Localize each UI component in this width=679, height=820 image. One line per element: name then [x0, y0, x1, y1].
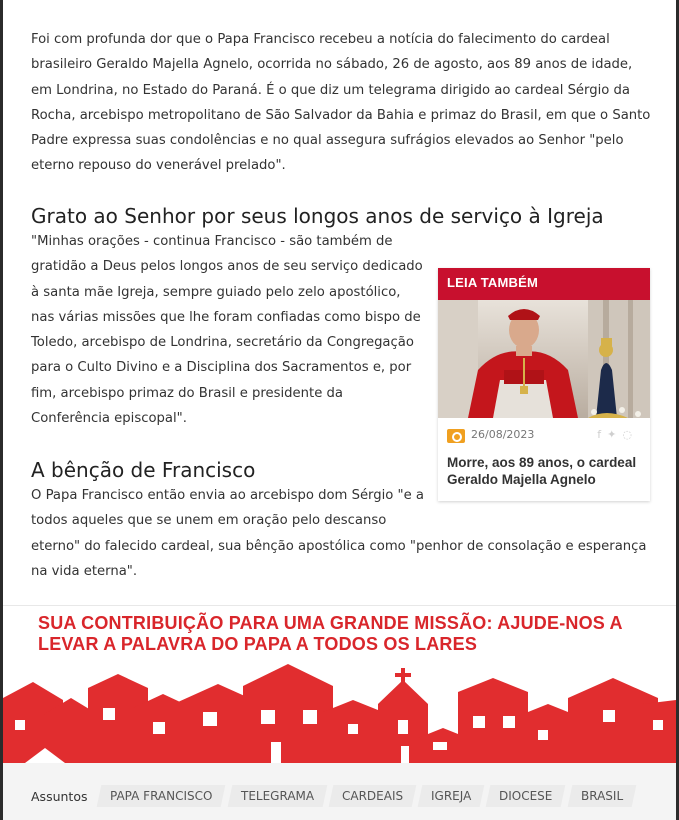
tag-igreja[interactable]: IGREJA	[418, 785, 485, 807]
section-heading: Grato ao Senhor por seus longos anos de serviço à Igreja	[31, 204, 604, 228]
related-photo[interactable]	[438, 300, 650, 418]
whatsapp-icon[interactable]: ◌	[622, 428, 638, 441]
donation-banner-text[interactable]: SUA CONTRIBUIÇÃO PARA UMA GRANDE MISSÃO: AJUDE-NOS A LEVAR A PALAVRA DO PAPA A TODOS OS LARES	[38, 613, 623, 654]
related-header: LEIA TAMBÉM	[438, 268, 650, 300]
section-heading: A bênção de Francisco	[31, 458, 256, 482]
article-paragraph: Foi com profunda dor que o Papa Francisco recebeu a notícia do falecimento do cardeal brasileiro Geraldo Majella Agnelo, ocorrida no sábado, 26 de agosto, aos 89 anos de idade, em Londrina, no Estado do Paraná. É o que diz um telegrama dirigido ao cardeal Sérgio da Rocha, arcebispo metropolitano de São Salvador da Bahia e primaz do Brasil, em que o Santo Padre expressa suas condolências e no qual assegura sufrágios elevados ao Senhor "pelo eterno repouso do venerável prelado".	[31, 32, 651, 174]
facebook-icon[interactable]: f	[597, 428, 608, 441]
tags-label: Assuntos	[31, 788, 88, 804]
tag-telegrama[interactable]: TELEGRAMA	[228, 785, 328, 807]
related-title[interactable]: Morre, aos 89 anos, o cardeal Geraldo Majella Agnelo	[447, 455, 637, 487]
article-paragraph: O Papa Francisco então envia ao arcebispo dom Sérgio "e a todos aqueles que se unem em oração pelo descanso	[31, 488, 424, 529]
divider	[3, 605, 676, 606]
tag-diocese[interactable]: DIOCESE	[486, 785, 566, 807]
related-meta	[438, 418, 650, 452]
share-icons	[597, 428, 638, 441]
related-article-card[interactable]	[438, 268, 650, 501]
twitter-icon[interactable]: ✦	[607, 428, 623, 441]
tag-brasil[interactable]: BRASIL	[568, 785, 637, 807]
tag-cardeais[interactable]: CARDEAIS	[329, 785, 417, 807]
camera-icon	[447, 429, 465, 443]
related-date: 26/08/2023	[471, 428, 535, 441]
cardinal-photo-illustration	[438, 300, 650, 418]
tags-list	[31, 785, 640, 807]
article-paragraph: eterno" do falecido cardeal, sua bênção apostólica como "penhor de consolação e esperança na vida eterna".	[31, 539, 647, 580]
article-paragraph: "Minhas orações - continua Francisco - são também de gratidão a Deus pelos longos anos de seu serviço dedicado à santa mãe Igreja, sempre guiado pelo zelo apostólico, nas várias missões que lhe foram confiadas como bispo de Toledo, arcebispo de Londrina, secretário da Congregação para o Culto Divino e a Disciplina dos Sacramentos e, por fim, arcebispo primaz do Brasil e presidente da Conferência episcopal".	[31, 234, 423, 427]
tag-papa-francisco[interactable]: PAPA FRANCISCO	[97, 785, 226, 807]
houses-illustration	[3, 660, 676, 763]
